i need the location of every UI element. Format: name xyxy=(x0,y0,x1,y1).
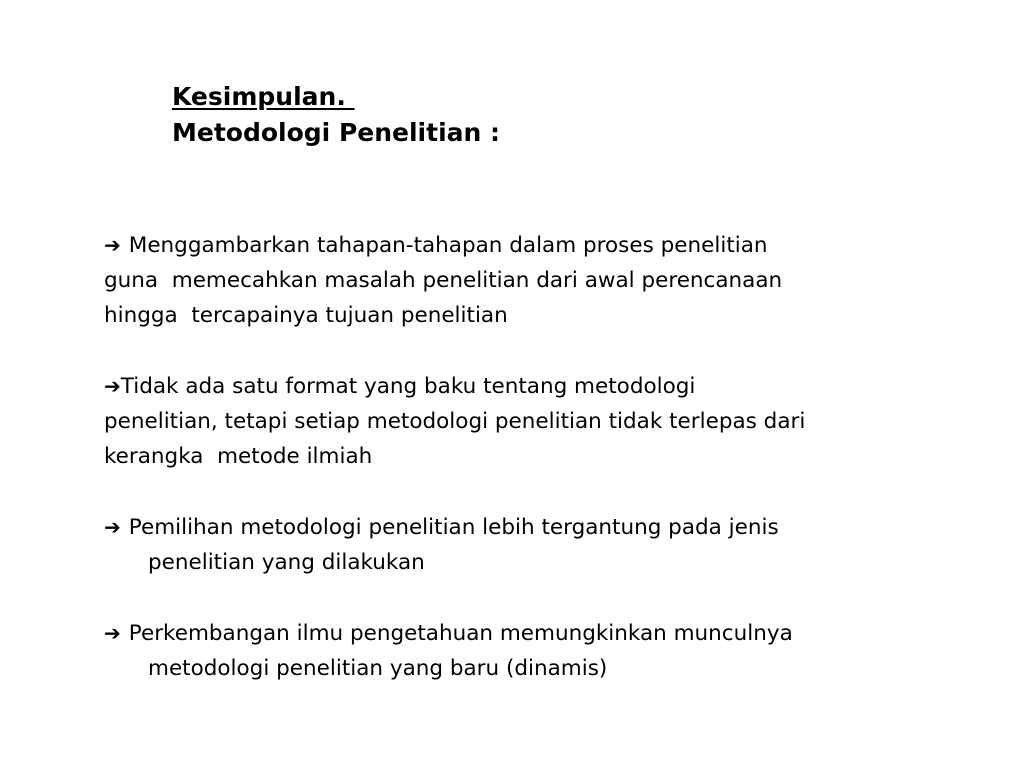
bullet-4-line-1: ➔ Perkembangan ilmu pengetahuan memungkinkan munculnya xyxy=(104,616,934,651)
bullet-1-line-2: guna memecahkan masalah penelitian dari awal perencanaan xyxy=(104,268,783,293)
bullet-3-line-1: ➔ Pemilihan metodologi penelitian lebih tergantung pada jenis xyxy=(104,510,934,545)
bullet-2-line-2: penelitian, tetapi setiap metodologi penelitian tidak terlepas dari xyxy=(104,409,806,434)
bullet-item-3 xyxy=(104,510,934,580)
arrow-right-icon: ➔ xyxy=(104,374,121,398)
title-heading: Kesimpulan. xyxy=(172,82,355,111)
bullet-2-line-3: kerangka metode ilmiah xyxy=(104,444,373,469)
arrow-right-icon: ➔ xyxy=(104,233,121,257)
bullet-item-2 xyxy=(104,369,934,474)
bullet-list xyxy=(104,228,934,722)
bullet-1-line-3: hingga tercapainya tujuan penelitian xyxy=(104,303,508,328)
bullet-2-line-1: ➔Tidak ada satu format yang baku tentang metodologi xyxy=(104,369,934,404)
arrow-right-icon: ➔ xyxy=(104,621,121,645)
arrow-right-icon: ➔ xyxy=(104,515,121,539)
bullet-item-1 xyxy=(104,228,934,333)
bullet-1-line-1: ➔ Menggambarkan tahapan-tahapan dalam proses penelitian xyxy=(104,228,934,263)
bullet-4-line-2: metodologi penelitian yang baru (dinamis) xyxy=(148,656,608,681)
bullet-item-4 xyxy=(104,616,934,686)
bullet-3-line-2: penelitian yang dilakukan xyxy=(148,550,425,575)
title-subheading: Metodologi Penelitian : xyxy=(172,118,501,147)
slide-title xyxy=(172,79,500,151)
